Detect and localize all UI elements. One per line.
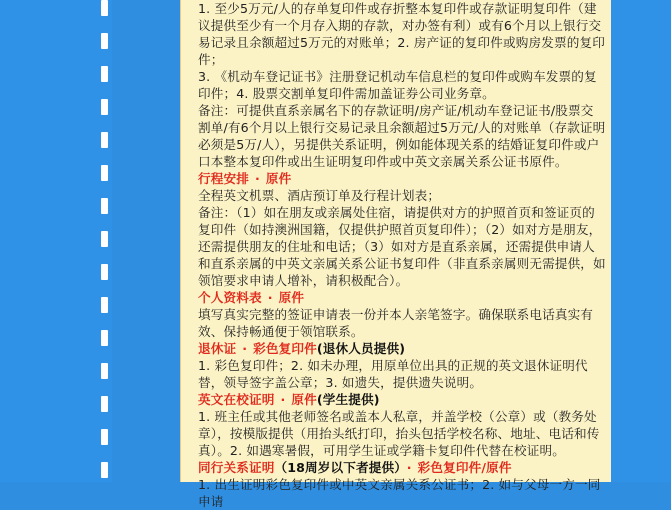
section-body: 填写真实完整的签证申请表一份并本人亲笔签字。确保联系电话真实有效、保持畅通便于领馆联系。 [198,307,594,339]
decor-dash [101,198,108,214]
section-title-companion-relation [198,459,606,476]
section-body: 1. 彩色复印件；2. 如未办理，用原单位出具的正规的英文退休证明代替，领导签字盖公章；3. 如遗失，提供遗失说明。 [198,358,588,390]
section-tag: 彩色复印件/原件 [417,460,512,475]
section-body: 全程英文机票、酒店预订单及行程计划表； [198,188,441,203]
section-tag: 彩色复印件 [253,341,317,356]
section-separator: · [406,460,412,475]
decor-dash [101,132,108,148]
decor-dash [101,99,108,115]
decor-dash [101,363,108,379]
decor-dash [101,264,108,280]
section-body: 备注：（1）如在朋友或亲属处住宿，请提供对方的护照首页和签证页的复印件（如持澳洲国籍，仅提供护照首页复印件）；（2）如对方是朋友，还需提供朋友的住址和电话；（3）如对方是直系亲属，还需提供申请人和直系亲属的中英文亲属关系公证书复印件（非直系亲属则无需提供，如领馆要求申请人增补，请积极配合）。 [198,205,606,288]
section-title-text: 退休证 [198,341,237,356]
section-separator: · [254,171,260,186]
section-note: (退休人员提供) [316,341,406,356]
section-title-enrollment [198,391,606,408]
section-tag: 原件 [265,171,292,186]
section-title-text: 同行关系证明 [198,460,275,475]
decor-dash [101,429,108,445]
section-title-text: 英文在校证明 [198,392,275,407]
decor-dash [101,33,108,49]
section-title-retirement [198,340,606,357]
section-body: 1. 出生证明彩色复印件或中英文亲属关系公证书；2. 如与父母一方一同申请 [198,477,601,509]
decor-dash [101,297,108,313]
decor-dash [101,165,108,181]
decor-dash [101,330,108,346]
section-title-itinerary [198,170,606,187]
paragraph: 1. 至少5万元/人的存单复印件或存折整本复印件或存款证明复印件（建议提供至少有一个月存入期的存款，对办签有利）或有6个月以上银行交易记录且余额超过5万元的对账单；2. 房产证的复印件或购房发票的复印件； [198,1,605,67]
section-separator: · [280,392,286,407]
decor-dash [101,66,108,82]
section-note: （18周岁以下者提供） [274,460,401,475]
section-tag: 原件 [278,290,305,305]
section-tag: 原件 [291,392,317,407]
decor-dash [101,0,108,16]
section-title-personal-info [198,289,606,306]
section-title-text: 行程安排 [198,171,249,186]
section-body: 1. 班主任或其他老师签名或盖本人私章，并盖学校（公章）或（教务处章），按模版提供（用抬头纸打印，抬头包括学校名称、地址、电话和传真）。2. 如遇寒暑假，可用学生证或学籍卡复印件代替在校证明。 [198,409,600,458]
decor-dash [101,462,108,478]
section-separator: · [242,341,248,356]
decor-dash [101,231,108,247]
right-decor-strip [611,0,671,482]
paragraph: 备注：可提供直系亲属名下的存款证明/房产证/机动车登记证书/股票交割单/有6个月以上银行交易记录且余额超过5万元/人的对账单（存款证明必须是5万/人），另提供关系证明，例如能体现关系的结婚证复印件或户口本整本复印件或出生证明复印件或中英文亲属关系公证书原件。 [198,103,606,169]
decor-dash [101,396,108,412]
document-content [198,0,606,510]
section-title-text: 个人资料表 [198,290,262,305]
section-note: (学生提供) [316,392,380,407]
left-decor-strip [0,0,112,482]
section-separator: · [267,290,273,305]
paragraph: 3. 《机动车登记证书》注册登记机动车信息栏的复印件或购车发票的复印件；4. 股票交割单复印件需加盖证券公司业务章。 [198,69,597,101]
